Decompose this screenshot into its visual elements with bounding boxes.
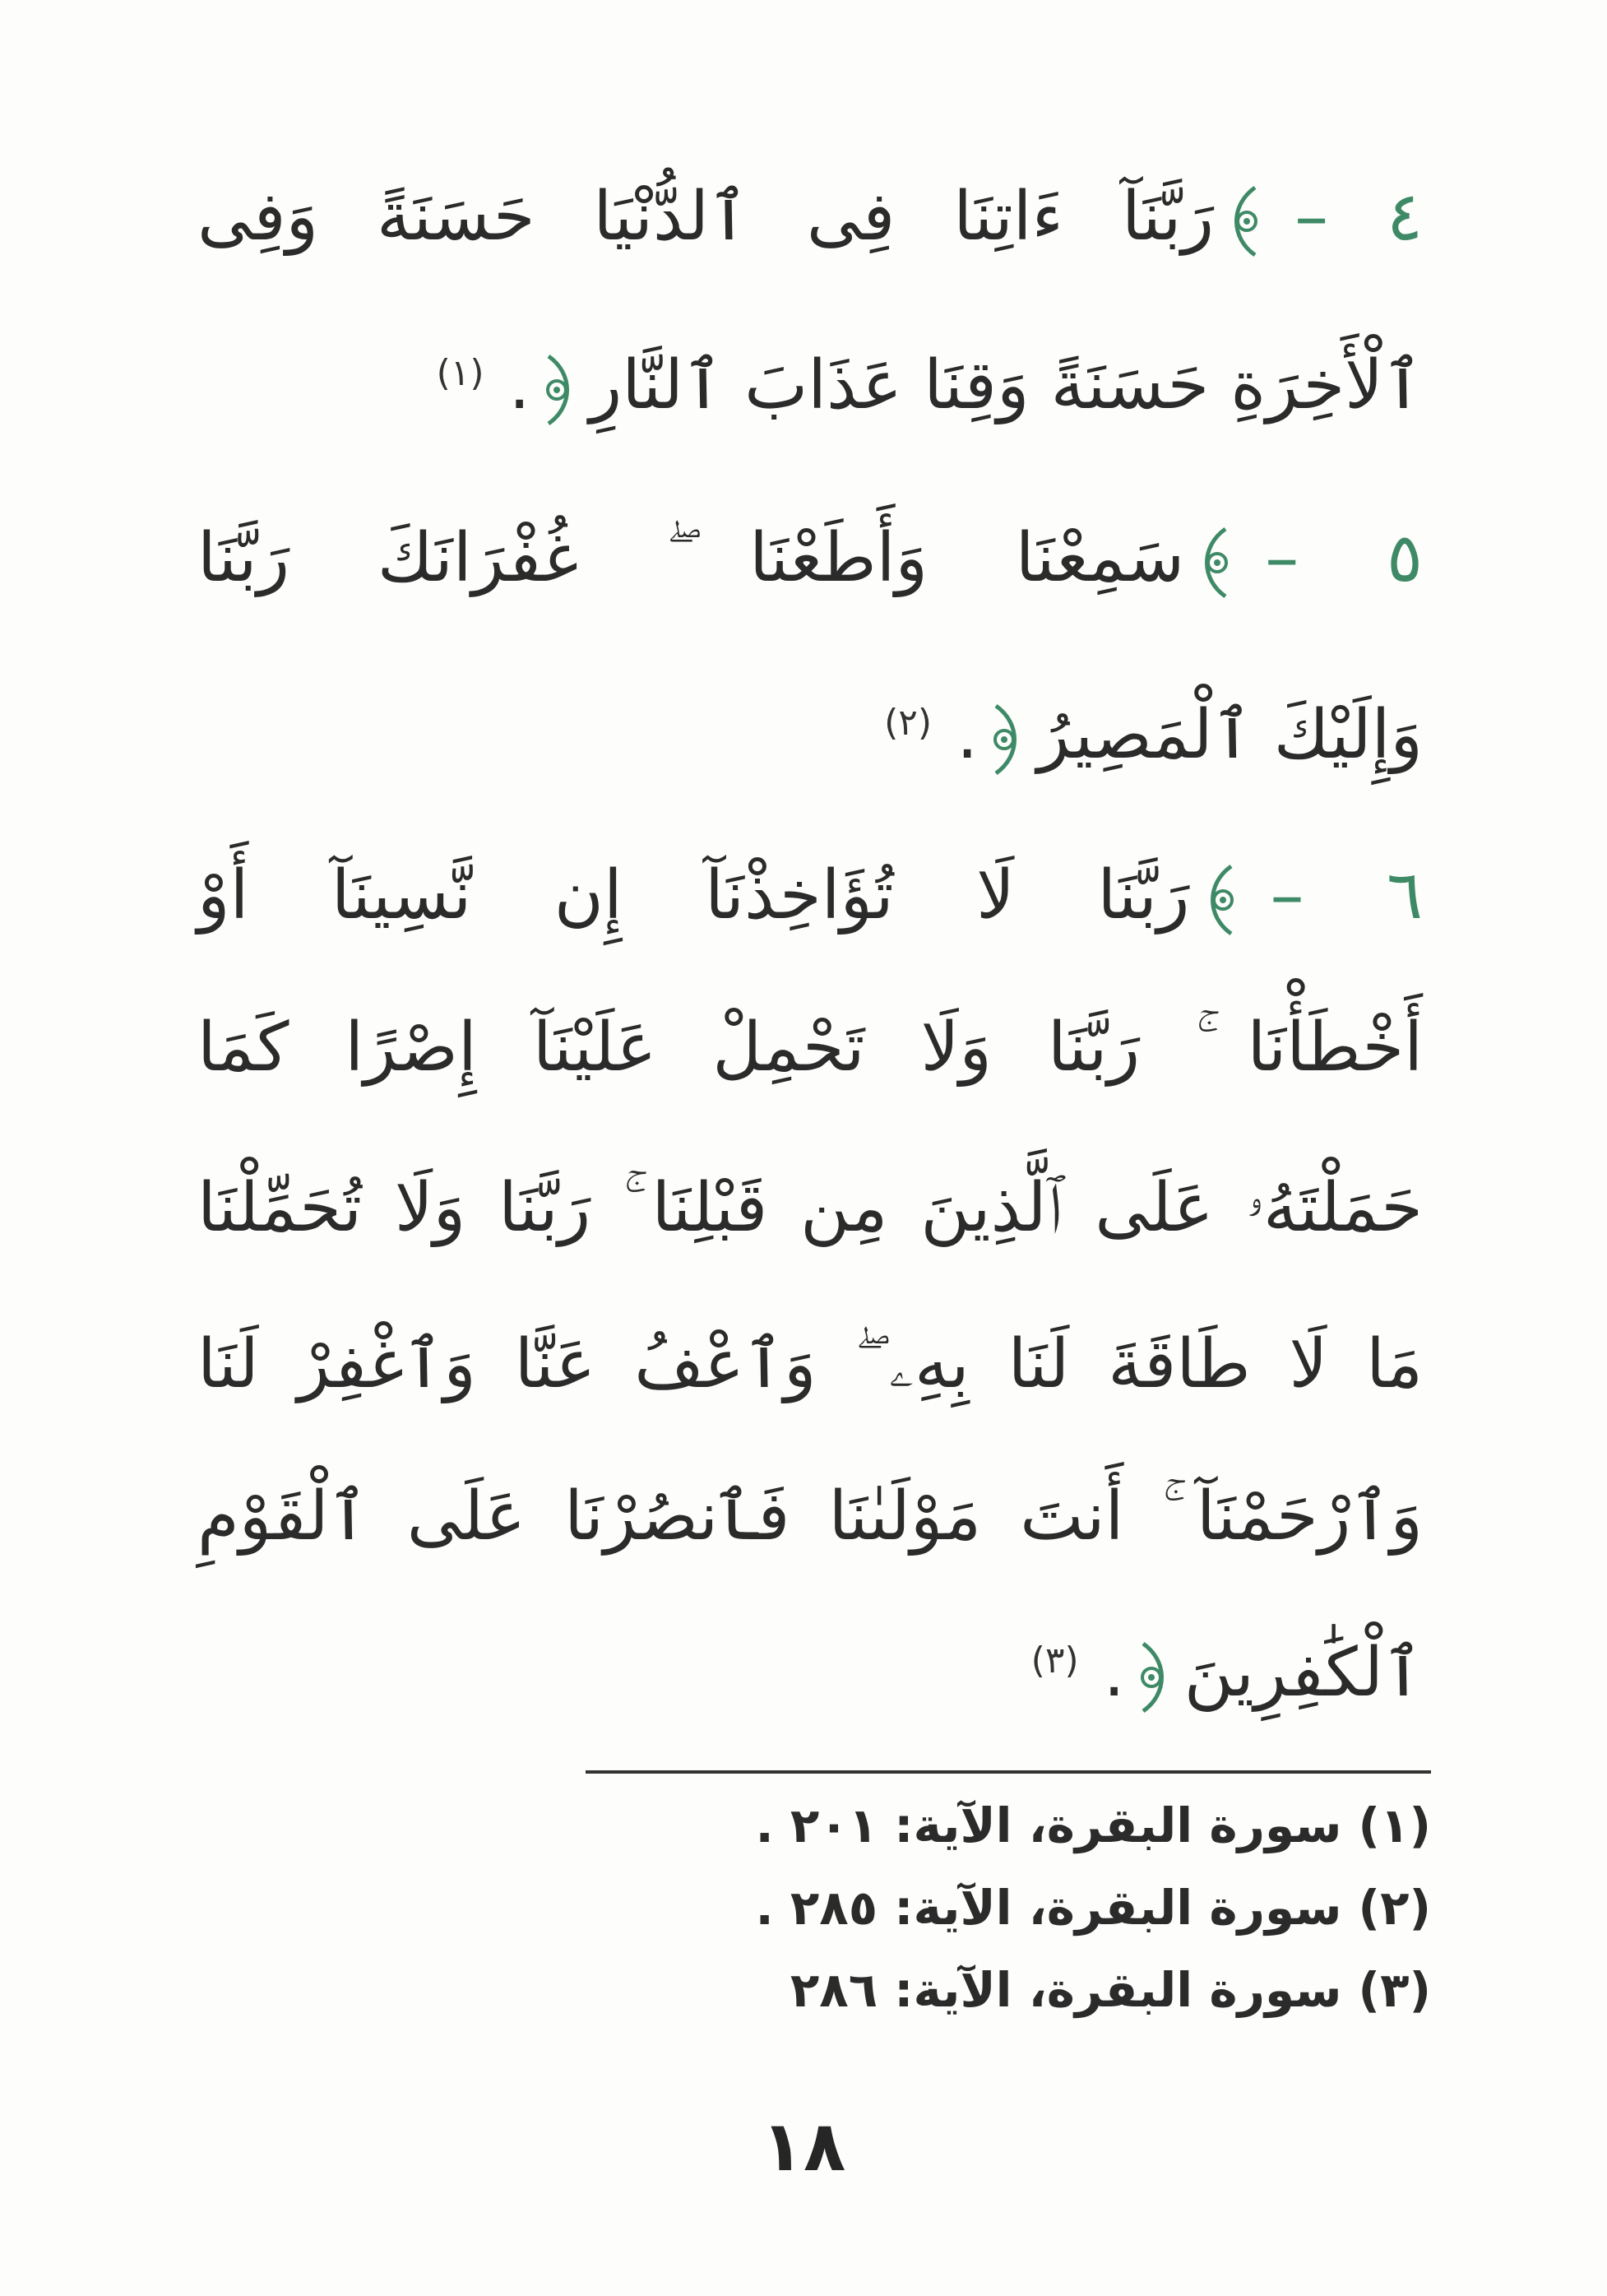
verse-6-line-1 (197, 856, 1423, 937)
footnote-3: (٣) سورة البقرة، الآية: ٢٨٦ (790, 1962, 1431, 2018)
flower-bracket-close-icon (986, 703, 1029, 777)
flower-bracket-open-icon (1198, 863, 1241, 937)
verse-number: ٥ – (1265, 519, 1423, 597)
verse-4-line-2 (197, 346, 1423, 427)
sentence-end: . (956, 696, 979, 774)
verse-text: رَبَّنَا لَا تُؤَاخِذْنَآ إِن نَّسِينَآ أَوْ (197, 856, 1190, 935)
verse-text: ٱلْأَخِرَةِ حَسَنَةً وَقِنَا عَذَابَ ٱلنَّارِ (589, 346, 1423, 424)
footnote-ref-3: (٣) (1030, 1639, 1079, 1681)
verse-6-line-6 (197, 1633, 1423, 1714)
footnote-2: (٢) سورة البقرة، الآية: ٢٨٥ . (755, 1880, 1431, 1936)
sentence-end: . (508, 346, 530, 424)
verse-number: ٦ – (1270, 856, 1423, 935)
verse-5-line-2 (197, 695, 1423, 777)
verse-text: سَمِعْنَا وَأَطَعْنَا ۖ غُفْرَانَكَ رَبَّنَا (197, 519, 1185, 597)
footnote-ref-1: (١) (436, 351, 484, 394)
verse-5-line-1 (197, 518, 1423, 600)
verse-6-line-2 (197, 1008, 1423, 1088)
verse-number: ٤ – (1294, 178, 1423, 256)
footnote-1: (١) سورة البقرة، الآية: ٢٠١ . (755, 1797, 1431, 1853)
verse-text: أَخْطَأْنَا ۚ رَبَّنَا وَلَا تَحْمِلْ عَلَيْنَآ إِصْرًا كَمَا (197, 1009, 1423, 1087)
verse-text: مَا لَا طَاقَةَ لَنَا بِهِۦ ۖ وَٱعْفُ عَنَّا وَٱغْفِرْ لَنَا (197, 1325, 1423, 1403)
verse-text: ٱلْكَٰفِرِينَ (1183, 1634, 1423, 1712)
flower-bracket-close-icon (1133, 1640, 1176, 1714)
flower-bracket-close-icon (539, 353, 581, 427)
verse-4-line-1 (197, 177, 1423, 258)
verse-text: رَبَّنَآ ءَاتِنَا فِى ٱلدُّنْيَا حَسَنَةً وَفِى (197, 178, 1215, 256)
footnote-divider (586, 1770, 1431, 1774)
verse-text: حَمَلْتَهُۥ عَلَى ٱلَّذِينَ مِن قَبْلِنَا ۚ رَبَّنَا وَلَا تُحَمِّلْنَا (197, 1169, 1423, 1247)
verse-6-line-5 (197, 1477, 1423, 1557)
page-number: ١٨ (761, 2106, 846, 2187)
verse-6-line-4 (197, 1324, 1423, 1405)
sentence-end: . (1103, 1634, 1125, 1712)
footnote-ref-2: (٢) (884, 701, 933, 744)
flower-bracket-open-icon (1222, 184, 1265, 258)
flower-bracket-open-icon (1193, 526, 1235, 600)
verse-6-line-3 (197, 1168, 1423, 1249)
verse-text: وَإِلَيْكَ ٱلْمَصِيرُ (1037, 696, 1423, 774)
verse-text: وَٱرْحَمْنَآ ۚ أَنتَ مَوْلَىٰنَا فَٱنصُرْنَا عَلَى ٱلْقَوْمِ (197, 1477, 1423, 1556)
